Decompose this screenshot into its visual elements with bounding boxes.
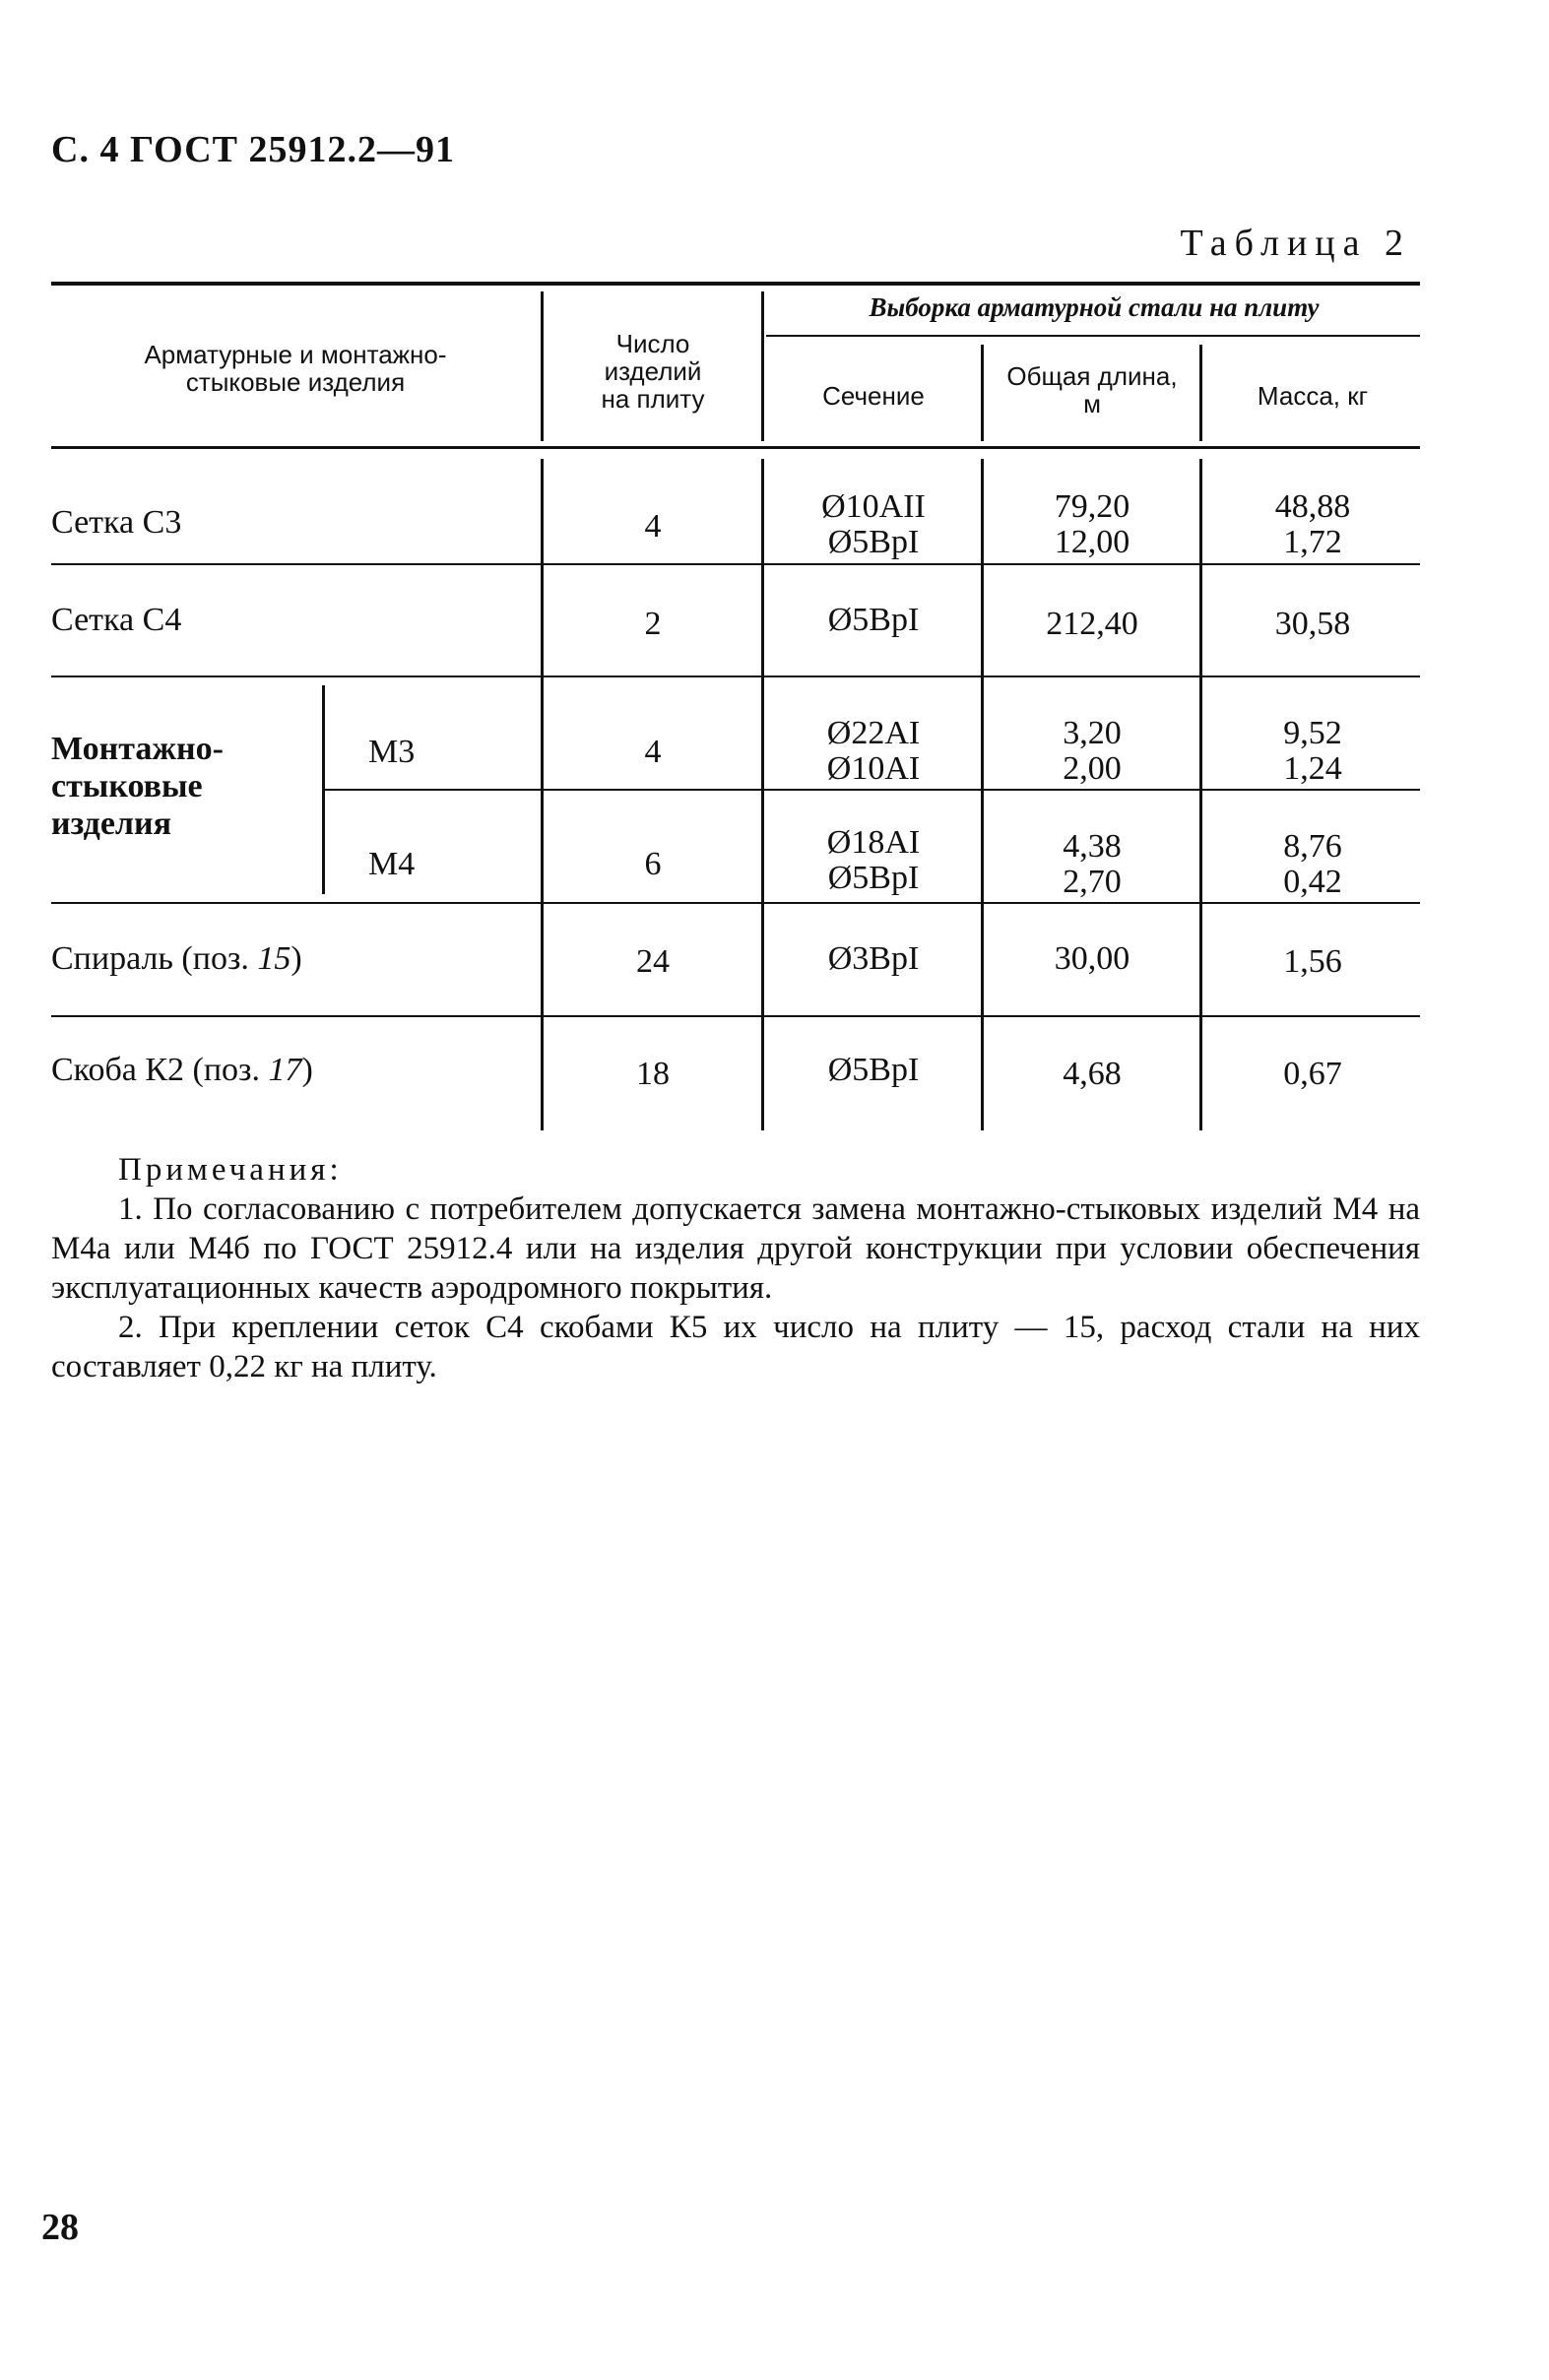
col-rule <box>761 291 764 441</box>
row-spiral-count: 24 <box>636 943 670 980</box>
row-skoba-count: 18 <box>636 1056 670 1092</box>
row-m3-name: М3 <box>368 734 416 770</box>
section-value: Ø5BpI <box>827 524 920 560</box>
col-rule <box>1199 459 1202 1130</box>
row-m3-count: 4 <box>644 734 662 770</box>
row-skoba-pos: 17 <box>268 1052 302 1088</box>
col-header-length-line: м <box>1083 389 1101 418</box>
row-spiral-section: Ø3BpI <box>827 940 920 977</box>
mass-value: 1,24 <box>1283 750 1342 787</box>
mont-group-line: стыковые <box>51 768 203 804</box>
col-header-count-line: изделий <box>604 356 702 386</box>
page-header: С. 4 ГОСТ 25912.2—91 <box>51 129 455 170</box>
col-header-count <box>548 330 758 413</box>
section-value: Ø18AI <box>826 824 921 861</box>
row-spiral-mass: 1,56 <box>1283 943 1342 980</box>
header-bottom-rule <box>51 446 1420 449</box>
col-header-mass: Масса, кг <box>1257 381 1369 411</box>
mont-group-line: Монтажно- <box>51 731 224 767</box>
row-s3-name: Сетка С3 <box>51 504 182 541</box>
col-rule <box>322 685 325 894</box>
col-header-item-line: Арматурные и монтажно- <box>144 340 447 369</box>
row-m4-mass <box>1205 829 1420 900</box>
notes-title: Примечания: <box>118 1152 343 1188</box>
page-number: 28 <box>41 2207 79 2248</box>
row-skoba-mass: 0,67 <box>1283 1056 1342 1092</box>
row-skoba-name-suffix: ) <box>301 1052 313 1088</box>
row-m4-name: М4 <box>368 846 416 882</box>
row-s3-mass <box>1205 489 1420 560</box>
row-m3-length <box>987 716 1197 787</box>
row-spiral-name-suffix: ) <box>290 940 302 977</box>
row-spiral-length: 30,00 <box>1054 940 1130 977</box>
col-header-length-line: Общая длина, <box>1006 361 1178 391</box>
row-s4-section: Ø5BpI <box>827 602 920 638</box>
notes <box>51 1150 1420 1386</box>
row-s4-name: Сетка С4 <box>51 602 182 638</box>
row-m3-mass <box>1205 716 1420 787</box>
mont-group-line: изделия <box>51 805 171 842</box>
col-header-item-line: стыковые изделия <box>185 367 406 397</box>
row-rule <box>325 789 1420 791</box>
length-value: 3,20 <box>1063 715 1122 751</box>
row-spiral-name <box>51 940 302 978</box>
row-skoba-name <box>51 1052 313 1089</box>
note-item: 1. По согласованию с потребителем допускается замена монтажно-стыковых изделий М4 на М4а или М4б по ГОСТ 25912.4 или на изделия другой конструкции при условии обеспечения эксплуатационных качеств аэродромного покрытия. <box>51 1191 1420 1306</box>
mass-value: 0,42 <box>1283 864 1342 900</box>
row-spiral-pos: 15 <box>257 940 291 977</box>
row-m4-length <box>987 829 1197 900</box>
col-rule <box>1199 345 1202 441</box>
mass-value: 48,88 <box>1274 488 1351 525</box>
col-header-group: Выборка арматурной стали на плиту <box>869 292 1320 322</box>
length-value: 79,20 <box>1054 488 1130 525</box>
length-value: 2,70 <box>1063 864 1122 900</box>
section-value: Ø22AI <box>826 715 921 751</box>
row-rule <box>51 902 1420 904</box>
row-rule <box>51 675 1420 677</box>
row-s4-count: 2 <box>644 606 662 642</box>
note-item: 2. При креплении сеток С4 скобами К5 их число на плиту — 15, расход стали на них составляет 0,22 кг на плиту. <box>51 1310 1420 1384</box>
section-value: Ø10AI <box>826 750 921 787</box>
length-value: 4,38 <box>1063 828 1122 865</box>
row-spiral-name-prefix: Спираль (поз. <box>51 940 258 977</box>
length-value: 12,00 <box>1054 524 1130 560</box>
section-value: Ø5BpI <box>827 860 920 896</box>
row-m4-section <box>768 825 979 896</box>
col-header-length <box>987 362 1197 418</box>
mass-value: 9,52 <box>1283 715 1342 751</box>
row-s3-section <box>768 489 979 560</box>
section-value: Ø10AII <box>821 488 926 525</box>
row-skoba-name-prefix: Скоба К2 (поз. <box>51 1052 269 1088</box>
mass-value: 1,72 <box>1283 524 1342 560</box>
col-rule <box>761 459 764 1130</box>
col-header-item <box>59 341 532 396</box>
table-top-rule <box>51 282 1420 286</box>
col-header-count-line: на плиту <box>601 384 705 414</box>
row-m3-section <box>768 716 979 787</box>
row-rule <box>766 563 1420 565</box>
row-m4-count: 6 <box>644 846 662 882</box>
mass-value: 8,76 <box>1283 828 1342 865</box>
table-title: Таблица 2 <box>1180 223 1411 264</box>
row-skoba-length: 4,68 <box>1063 1056 1122 1092</box>
row-skoba-section: Ø5BpI <box>827 1052 920 1088</box>
col-rule <box>541 459 544 1130</box>
col-rule <box>981 459 984 1130</box>
row-s4-length: 212,40 <box>1046 606 1138 642</box>
mont-group-label <box>51 731 224 843</box>
length-value: 2,00 <box>1063 750 1122 787</box>
col-rule <box>981 345 984 441</box>
row-rule <box>51 1015 1420 1017</box>
col-rule <box>541 291 544 441</box>
col-header-count-line: Число <box>615 329 690 358</box>
row-s3-count: 4 <box>644 508 662 545</box>
row-s3-length <box>987 489 1197 560</box>
row-s4-mass: 30,58 <box>1274 606 1351 642</box>
col-header-section: Сечение <box>822 381 925 411</box>
group-header-rule <box>766 335 1420 337</box>
